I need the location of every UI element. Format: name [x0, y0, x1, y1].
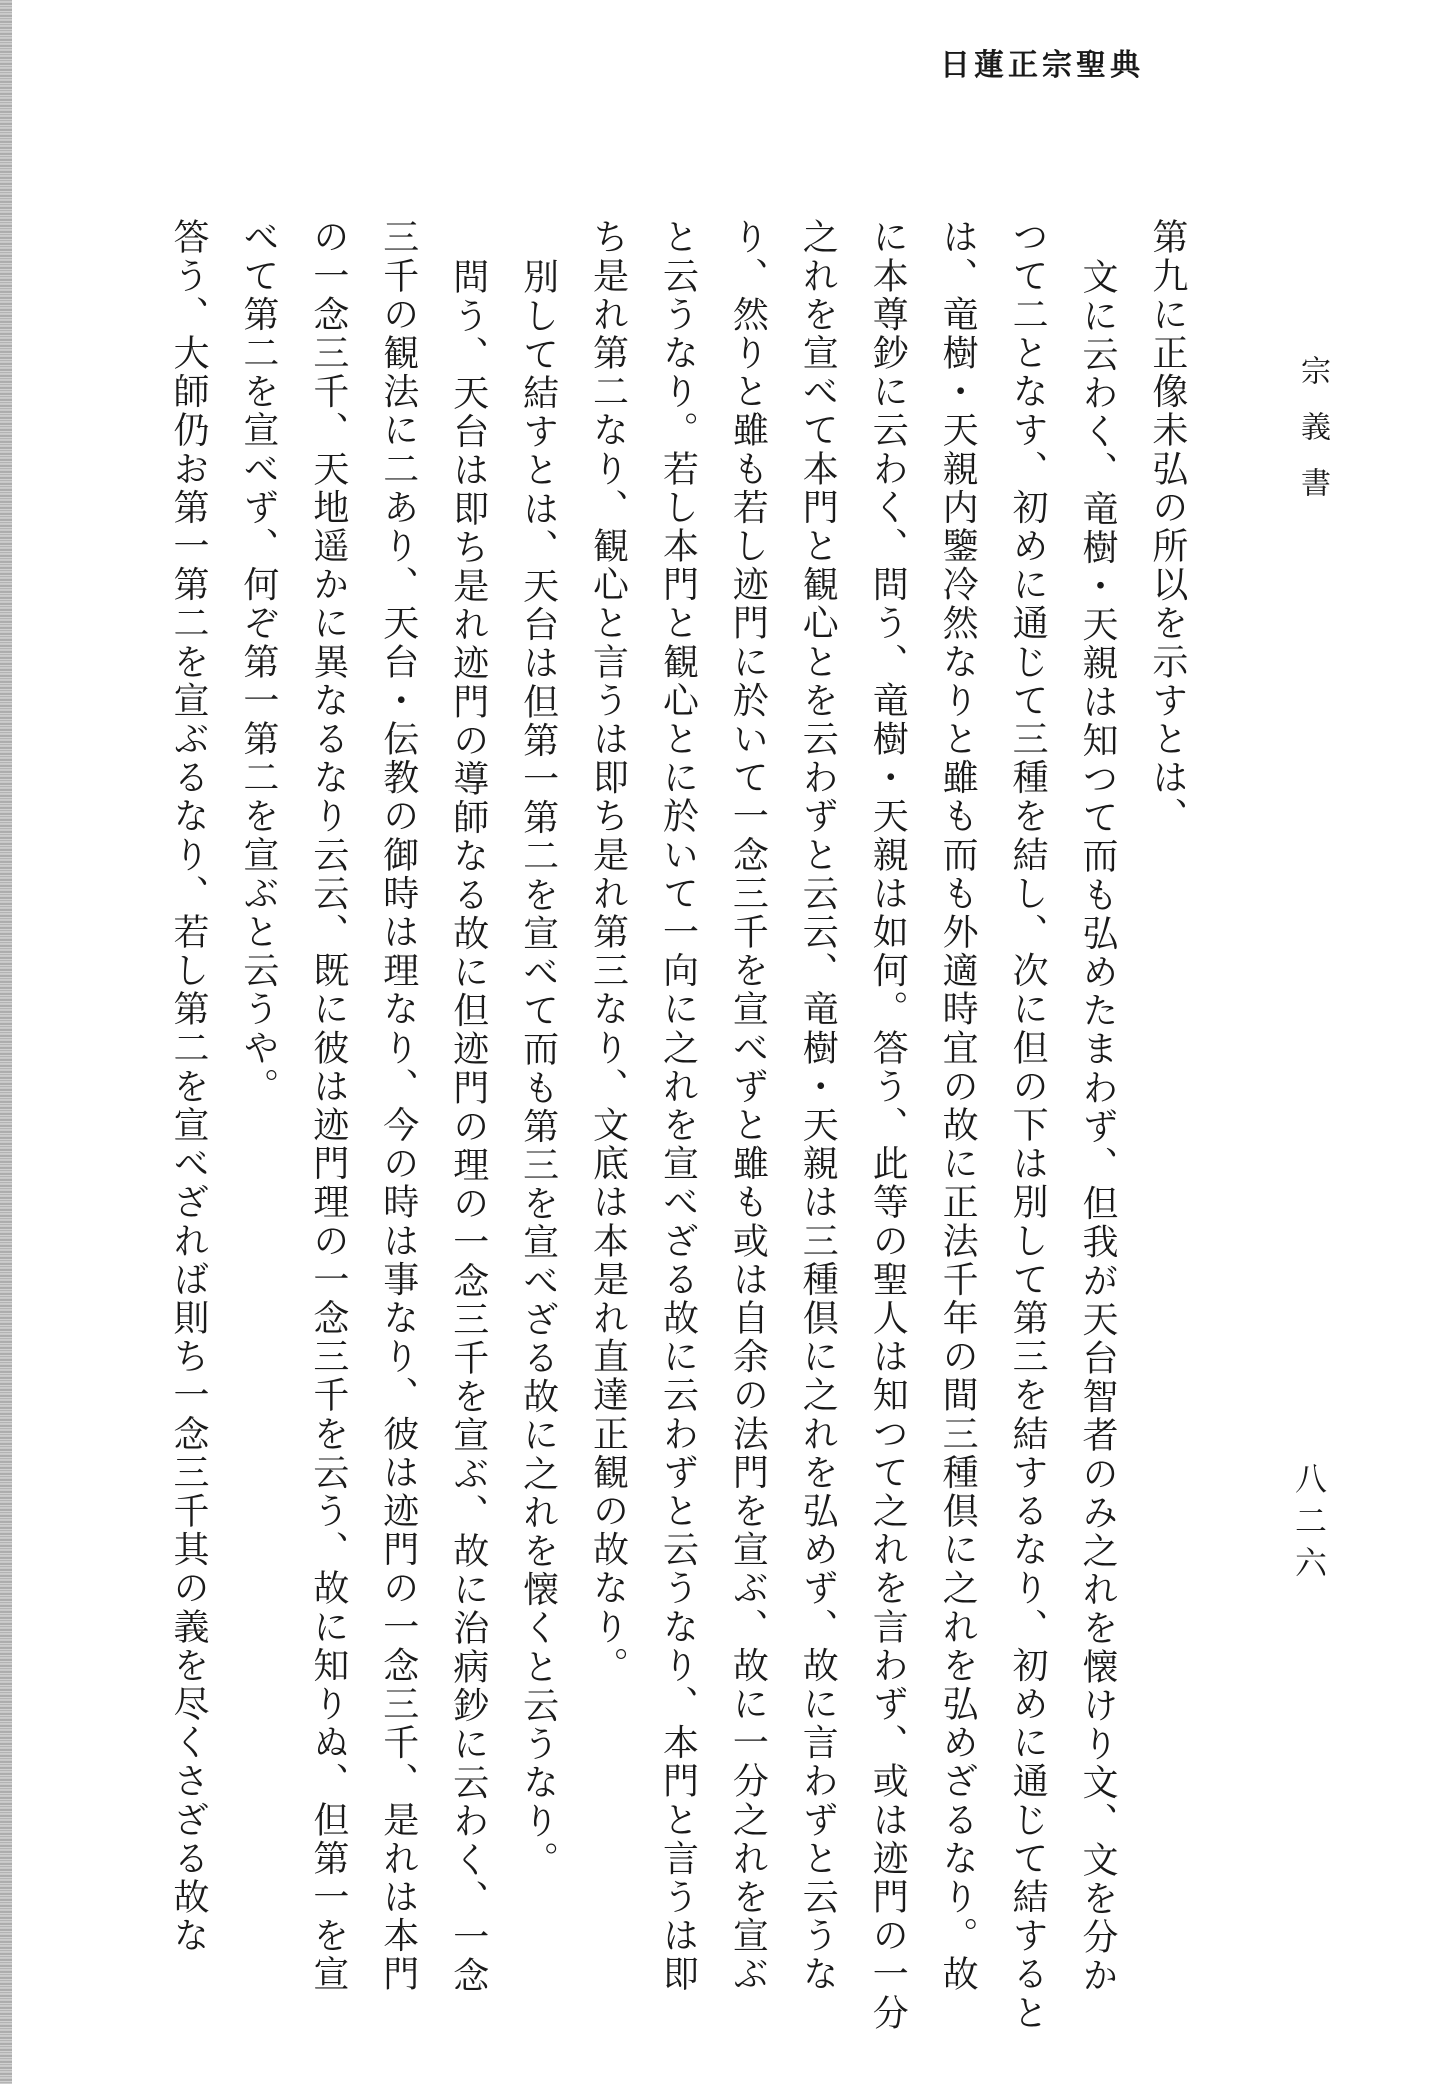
page-number: 八二六: [1290, 1462, 1328, 1588]
text-column: と云うなり。若し本門と観心とに於いて一向に之れを宣べざる故に云わずと云うなり、本門と言うは即: [657, 218, 699, 1994]
text-column: の一念三千、天地遥かに異なるなり云云、既に彼は迹門理の一念三千を云う、故に知りぬ、但第一を宣: [307, 218, 349, 1994]
text-column: は、竜樹・天親内鑒冷然なりと雖も而も外適時宜の故に正法千年の間三種倶に之れを弘めざるなり。故: [937, 218, 979, 1994]
text-column: 答う、大師仍お第一第二を宣ぶるなり、若し第二を宣べざれば則ち一念三千其の義を尽くさざる故な: [168, 218, 209, 1955]
text-column: 別して結すとは、天台は但第一第二を宣べて而も第三を宣べざる故に之れを懐くと云うなり。: [517, 258, 559, 1880]
text-column: 三千の観法に二あり、天台・伝教の御時は理なり、今の時は事なり、彼は迹門の一念三千、是れは本門: [377, 218, 419, 1994]
text-column: に本尊鈔に云わく、問う、竜樹・天親は如何。答う、此等の聖人は知つて之れを言わず、或は迹門の一分: [867, 218, 909, 2033]
text-column: 文に云わく、竜樹・天親は知つて而も弘めたまわず、但我が天台智者のみ之れを懐けり文、文を分か: [1076, 258, 1118, 1995]
text-column: べて第二を宣べず、何ぞ第一第二を宣ぶと云うや。: [237, 218, 279, 1106]
scan-edge-shadow: [0, 0, 12, 2084]
running-head: 宗義書: [1295, 355, 1330, 523]
text-column: り、然りと雖も若し迹門に於いて一念三千を宣べずと雖も或は自余の法門を宣ぶ、故に一分之れを宣ぶ: [727, 218, 769, 1994]
main-text-block: [168, 218, 1188, 2038]
series-title: 日蓮正宗聖典: [940, 48, 1144, 83]
text-column: 之れを宣べて本門と観心とを云わずと云云、竜樹・天親は三種倶に之れを弘めず、故に言わずと云うな: [797, 218, 839, 1994]
text-column: ち是れ第二なり、観心と言うは即ち是れ第三なり、文底は本是れ直達正観の故なり。: [587, 218, 629, 1685]
text-column: つて二となす、初めに通じて三種を結し、次に但の下は別して第三を結するなり、初めに通じて結すると: [1007, 218, 1049, 2033]
text-column: 第九に正像未弘の所以を示すとは、: [1146, 218, 1188, 836]
text-column: 問う、天台は即ち是れ迹門の導師なる故に但迹門の理の一念三千を宣ぶ、故に治病鈔に云わく、一念: [447, 258, 489, 1995]
